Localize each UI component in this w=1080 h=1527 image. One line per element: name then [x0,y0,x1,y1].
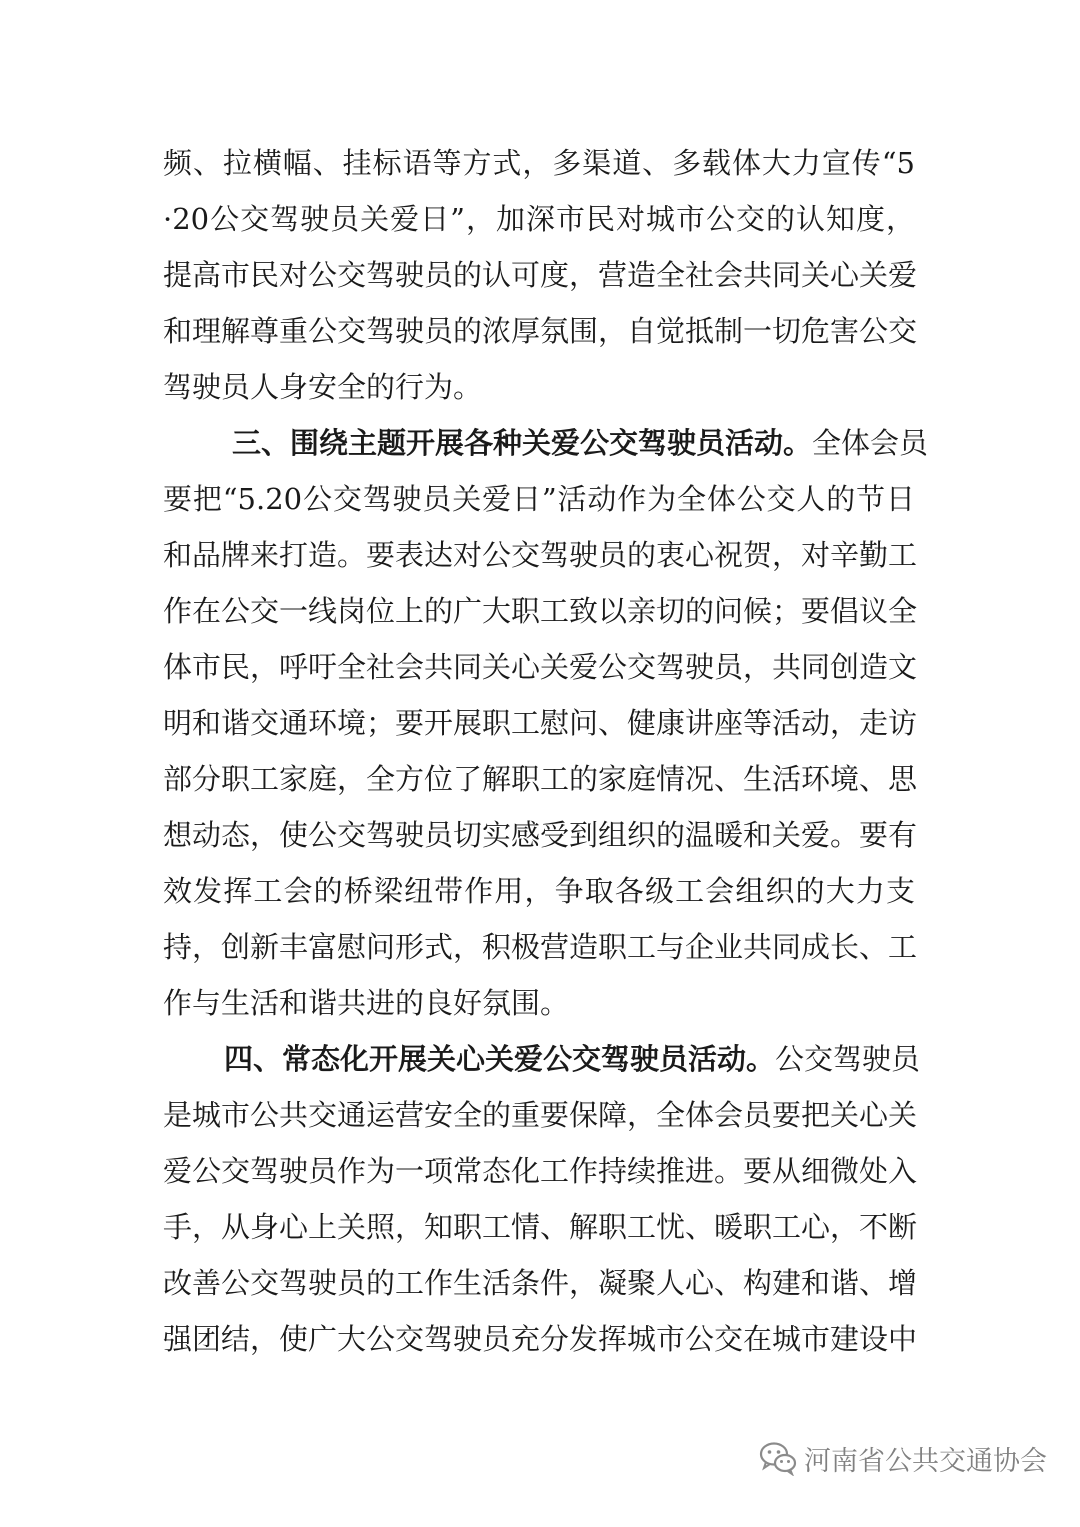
section-4-heading: 四、常态化开展关心关爱公交驾驶员活动。 [224,1042,776,1076]
watermark-text: 河南省公共交通协会 [804,1445,1047,1477]
text-line: 明和谐交通环境；要开展职工慰问、健康讲座等活动，走访 [163,706,918,740]
paragraph-4-first-line [224,1036,921,1082]
text-line: 部分职工家庭，全方位了解职工的家庭情况、生活环境、思 [163,762,918,796]
text-line: 改善公交驾驶员的工作生活条件，凝聚人心、构建和谐、增 [163,1266,918,1300]
text-line: 强团结，使广大公交驾驶员充分发挥城市公交在城市建设中 [163,1322,918,1356]
text-line: 爱公交驾驶员作为一项常态化工作持续推进。要从细微处入 [163,1154,918,1188]
section-3-heading: 三、围绕主题开展各种关爱公交驾驶员活动。 [232,426,813,460]
text-line: 提高市民对公交驾驶员的认可度，营造全社会共同关心关爱 [163,258,918,292]
text-line: 和理解尊重公交驾驶员的浓厚氛围，自觉抵制一切危害公交 [163,314,918,348]
wechat-watermark [758,1435,1058,1481]
text-line: 手，从身心上关照，知职工情、解职工忧、暖职工心，不断 [163,1210,918,1244]
text-line: 驾驶员人身安全的行为。 [163,370,483,404]
text-segment: 公交驾驶员 [775,1042,921,1076]
text-line: 持，创新丰富慰问形式，积极营造职工与企业共同成长、工 [163,930,918,964]
text-line: 要把“5.20公交驾驶员关爱日”活动作为全体公交人的节日 [163,482,915,516]
text-line: 想动态，使公交驾驶员切实感受到组织的温暖和关爱。要有 [163,818,918,852]
text-line: 和品牌来打造。要表达对公交驾驶员的衷心祝贺，对辛勤工 [163,538,918,572]
text-line: 作在公交一线岗位上的广大职工致以亲切的问候；要倡议全 [163,594,918,628]
text-line: 作与生活和谐共进的良好氛围。 [163,986,570,1020]
paragraph-3-first-line [232,420,929,466]
text-line: 体市民，呼吁全社会共同关心关爱公交驾驶员，共同创造文 [163,650,918,684]
text-line: 频、拉横幅、挂标语等方式，多渠道、多载体大力宣传“5 [163,146,915,180]
text-line: 是城市公共交通运营安全的重要保障，全体会员要把关心关 [163,1098,918,1132]
wechat-icon [758,1440,798,1476]
text-segment: 全体会员 [812,426,929,460]
text-line: ·20公交驾驶员关爱日”，加深市民对城市公交的认知度， [163,202,915,236]
text-line: 效发挥工会的桥梁纽带作用，争取各级工会组织的大力支 [163,874,915,908]
